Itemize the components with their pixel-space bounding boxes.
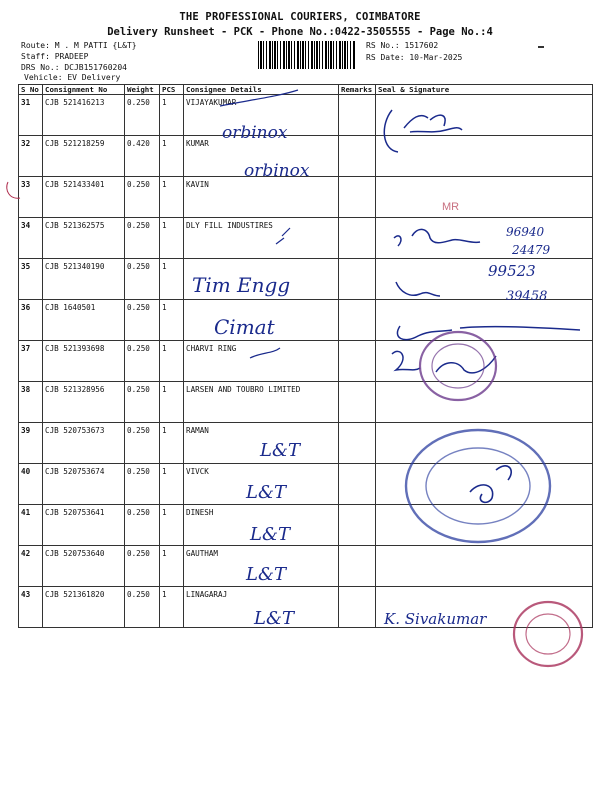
table-row <box>19 587 593 628</box>
runsheet-subtitle: Delivery Runsheet - PCK - Phone No.:0422-3505555 - Page No.:4 <box>107 26 493 38</box>
row-weight: 0.250 <box>125 95 160 136</box>
row-weight: 0.250 <box>125 218 160 259</box>
row-pcs: 1 <box>160 382 184 423</box>
table-row <box>19 423 593 464</box>
handwriting-lt: L&T <box>246 564 286 585</box>
row-consignment: CJB 520753640 <box>43 546 125 587</box>
row-consignment: CJB 521433401 <box>43 177 125 218</box>
row-sno: 32 <box>19 136 43 177</box>
row-weight: 0.250 <box>125 300 160 341</box>
table-row <box>19 136 593 177</box>
row-consignment: CJB 521393698 <box>43 341 125 382</box>
handwriting-sivakumar: K. Sivakumar <box>384 610 487 628</box>
row-consignment: CJB 521362575 <box>43 218 125 259</box>
row-sno: 41 <box>19 505 43 546</box>
runsheet-table <box>18 84 593 628</box>
row-signature <box>376 95 593 136</box>
row-pcs: 1 <box>160 300 184 341</box>
handwriting-lt: L&T <box>254 608 294 629</box>
table-row <box>19 177 593 218</box>
row-pcs: 1 <box>160 587 184 628</box>
row-signature <box>376 341 593 382</box>
row-pcs: 1 <box>160 505 184 546</box>
row-consignee: KAVIN <box>184 177 339 218</box>
row-consignment: CJB 521328956 <box>43 382 125 423</box>
row-pcs: 1 <box>160 95 184 136</box>
row-sno: 40 <box>19 464 43 505</box>
table-row <box>19 218 593 259</box>
staff-text: Staff: PRADEEP <box>21 52 89 61</box>
handwriting-lt: L&T <box>250 524 290 545</box>
row-pcs: 1 <box>160 259 184 300</box>
row-weight: 0.250 <box>125 505 160 546</box>
row-sno: 38 <box>19 382 43 423</box>
row-consignment: CJB 520753673 <box>43 423 125 464</box>
handwriting-phone: 24479 <box>512 243 551 257</box>
row-consignee: DINESH <box>184 505 339 546</box>
table-row <box>19 341 593 382</box>
route-text: Route: M . M PATTI {L&T} <box>21 41 137 50</box>
row-pcs: 1 <box>160 341 184 382</box>
col-header-sno: S No <box>19 85 43 95</box>
row-sno: 36 <box>19 300 43 341</box>
handwriting-phone: 39458 <box>506 289 548 304</box>
row-consignee: LARSEN AND TOUBRO LIMITED <box>184 382 339 423</box>
row-consignee: VIJAYAKUMAR <box>184 95 339 136</box>
row-signature <box>376 464 593 505</box>
row-consignee: LINAGARAJ <box>184 587 339 628</box>
row-remarks <box>339 341 376 382</box>
row-signature <box>376 587 593 628</box>
table-row <box>19 382 593 423</box>
row-consignment: CJB 520753641 <box>43 505 125 546</box>
row-sno: 33 <box>19 177 43 218</box>
col-header-pcs: PCS <box>160 85 184 95</box>
row-remarks <box>339 177 376 218</box>
rs-date: RS Date: 10-Mar-2025 <box>366 53 463 62</box>
table-row <box>19 259 593 300</box>
row-weight: 0.250 <box>125 382 160 423</box>
row-pcs: 1 <box>160 546 184 587</box>
row-consignee: DLY FILL INDUSTIRES <box>184 218 339 259</box>
table-row <box>19 546 593 587</box>
company-title: THE PROFESSIONAL COURIERS, COIMBATORE <box>179 11 421 23</box>
row-consignee: VIVCK <box>184 464 339 505</box>
row-sno: 39 <box>19 423 43 464</box>
row-weight: 0.250 <box>125 546 160 587</box>
handwriting-phone: 96940 <box>506 225 545 239</box>
row-consignee: GAUTHAM <box>184 546 339 587</box>
row-weight: 0.250 <box>125 177 160 218</box>
row-remarks <box>339 423 376 464</box>
row-consignment: CJB 521218259 <box>43 136 125 177</box>
col-header-remarks: Remarks <box>339 85 376 95</box>
row-sno: 31 <box>19 95 43 136</box>
row-consignee: KUMAR <box>184 136 339 177</box>
row-signature <box>376 259 593 300</box>
row-pcs: 1 <box>160 423 184 464</box>
row-remarks <box>339 95 376 136</box>
row-remarks <box>339 587 376 628</box>
table-row <box>19 300 593 341</box>
row-consignment: CJB 1640501 <box>43 300 125 341</box>
row-signature <box>376 382 593 423</box>
table-row <box>19 95 593 136</box>
row-remarks <box>339 259 376 300</box>
row-weight: 0.250 <box>125 259 160 300</box>
handwriting-orbinox: orbinox <box>222 123 288 143</box>
table-row <box>19 464 593 505</box>
row-pcs: 1 <box>160 177 184 218</box>
row-consignment: CJB 521416213 <box>43 95 125 136</box>
table-header-row <box>19 85 593 95</box>
row-sno: 43 <box>19 587 43 628</box>
row-signature <box>376 218 593 259</box>
drs-number: DRS No.: DCJB151760204 <box>21 63 127 72</box>
row-pcs: 1 <box>160 218 184 259</box>
col-header-seal: Seal & Signature <box>376 85 593 95</box>
row-consignee <box>184 259 339 300</box>
handwriting-lt: L&T <box>246 482 286 503</box>
col-header-weight: Weight <box>125 85 160 95</box>
handwriting-lt: L&T <box>260 440 300 461</box>
row-remarks <box>339 464 376 505</box>
row-signature <box>376 546 593 587</box>
row-sno: 42 <box>19 546 43 587</box>
row-sno: 34 <box>19 218 43 259</box>
row-remarks <box>339 546 376 587</box>
row-sno: 35 <box>19 259 43 300</box>
handwriting-orbinox: orbinox <box>244 161 310 181</box>
vehicle-text: Vehicle: EV Delivery <box>24 73 121 82</box>
col-header-consignment: Consignment No <box>43 85 125 95</box>
row-remarks <box>339 136 376 177</box>
row-weight: 0.420 <box>125 136 160 177</box>
row-consignee <box>184 300 339 341</box>
row-remarks <box>339 218 376 259</box>
handwriting-tim-engg: Tim Engg <box>192 273 291 297</box>
row-weight: 0.250 <box>125 464 160 505</box>
table-row <box>19 505 593 546</box>
handwriting-phone: 99523 <box>488 262 536 280</box>
row-signature <box>376 505 593 546</box>
row-consignment: CJB 520753674 <box>43 464 125 505</box>
row-signature <box>376 423 593 464</box>
handwriting-cimat: Cimat <box>214 315 275 339</box>
row-weight: 0.250 <box>125 587 160 628</box>
row-weight: 0.250 <box>125 423 160 464</box>
row-consignment: CJB 521340190 <box>43 259 125 300</box>
row-consignee: CHARVI RING <box>184 341 339 382</box>
row-pcs: 1 <box>160 464 184 505</box>
row-signature <box>376 300 593 341</box>
handwriting-mr: MR <box>442 201 460 213</box>
row-remarks <box>339 300 376 341</box>
rs-number: RS No.: 1517602 <box>366 41 439 50</box>
row-weight: 0.250 <box>125 341 160 382</box>
row-remarks <box>339 382 376 423</box>
row-remarks <box>339 505 376 546</box>
barcode <box>258 41 356 69</box>
row-consignment: CJB 521361820 <box>43 587 125 628</box>
row-pcs: 1 <box>160 136 184 177</box>
dash-mark <box>538 46 544 48</box>
row-signature <box>376 136 593 177</box>
row-consignee: RAMAN <box>184 423 339 464</box>
row-sno: 37 <box>19 341 43 382</box>
col-header-consignee: Consignee Details <box>184 85 339 95</box>
row-signature <box>376 177 593 218</box>
